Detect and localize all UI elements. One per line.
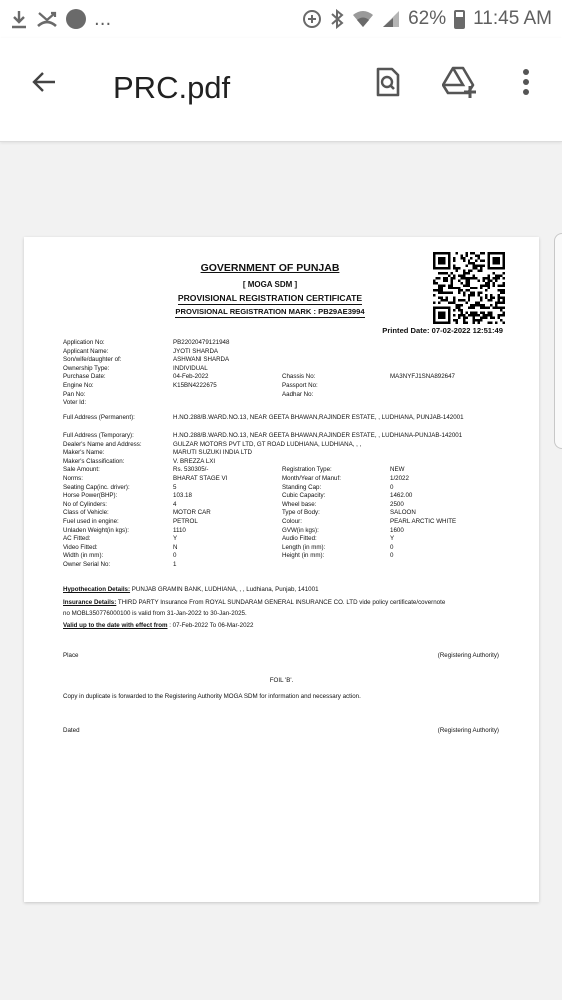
- wifi-icon: [352, 10, 374, 28]
- insurance-details: Insurance Details: THIRD PARTY Insurance From ROYAL SUNDARAM GENERAL INSURANCE CO. LTD vide policy certificate/covernote: [63, 599, 446, 606]
- battery-percent: 62%: [408, 8, 447, 29]
- field-value: PETROL: [173, 518, 198, 525]
- status-bar: [0, 0, 562, 38]
- field-value: 0: [390, 483, 394, 491]
- clock: 11:45 AM: [473, 8, 552, 29]
- field-value: 1/2022: [390, 475, 409, 482]
- field-value: SALOON: [390, 509, 416, 517]
- battery-icon: [454, 10, 465, 29]
- field-value: 0: [390, 552, 394, 560]
- field-label: Aadhar No:: [282, 390, 314, 398]
- more-options-button[interactable]: [506, 60, 546, 104]
- field-label: Applicant Name:: [63, 347, 109, 355]
- field-label: AC Fitted:: [63, 535, 91, 543]
- field-label: Unladen Weight(in kgs):: [63, 526, 129, 534]
- field-label: No of Cylinders:: [63, 500, 108, 508]
- printed-date: Printed Date: 07-02-2022 12:51:49: [382, 326, 503, 335]
- field-label: Standing Cap:: [282, 483, 322, 491]
- field-label: Registration Type:: [282, 466, 332, 474]
- field-value: Rs. 530305/-: [173, 466, 209, 474]
- footer-authority-1: (Registering Authority): [437, 652, 499, 659]
- field-label: Fuel used in engine:: [63, 518, 119, 525]
- field-label: Dealer's Name and Address:: [63, 440, 142, 448]
- field-label: Class of Vehicle:: [63, 509, 109, 517]
- field-label: Passport No:: [282, 382, 318, 389]
- field-value: 4: [173, 500, 177, 508]
- data-saver-icon: [302, 9, 322, 29]
- field-value: 1: [173, 561, 177, 568]
- field-label: Seating Cap(inc. driver):: [63, 483, 130, 491]
- field-value: Y: [390, 535, 395, 543]
- field-value: 103.18: [173, 492, 192, 500]
- field-value: 0: [173, 552, 177, 560]
- field-value: 04-Feb-2022: [173, 373, 209, 381]
- field-label: Purchase Date:: [63, 373, 106, 381]
- field-label: GVW(in kgs):: [282, 526, 319, 534]
- field-label: Colour:: [282, 518, 302, 525]
- doc-cert-title: PROVISIONAL REGISTRATION CERTIFICATE: [177, 293, 363, 303]
- bluetooth-icon: [330, 9, 344, 29]
- field-value: GULZAR MOTORS PVT LTD, GT ROAD LUDHIANA, LUDHIANA, , ,: [173, 440, 362, 448]
- field-label: Height (in mm):: [282, 552, 325, 560]
- field-label: Norms:: [63, 475, 83, 482]
- field-label: Owner Serial No:: [63, 561, 111, 568]
- field-label: Cubic Capacity:: [282, 492, 326, 500]
- field-label: Full Address (Temporary):: [63, 432, 134, 439]
- qr-code: [433, 252, 505, 324]
- doc-office: [ MOGA SDM ]: [242, 280, 298, 289]
- field-label: Voter Id:: [63, 399, 87, 407]
- footer-foil: FOIL 'B'.: [269, 677, 294, 684]
- footer-authority-2: (Registering Authority): [437, 727, 499, 734]
- field-label: Pan No:: [63, 390, 86, 398]
- footer-dated: Dated: [63, 727, 80, 734]
- save-to-drive-button[interactable]: [440, 60, 480, 104]
- footer-place: Place: [63, 652, 79, 659]
- field-value: 0: [390, 543, 394, 551]
- more-vert-icon: [522, 68, 530, 96]
- field-label: Maker's Name:: [63, 449, 105, 457]
- field-value: 1462.00: [390, 492, 413, 500]
- field-value: N: [173, 543, 178, 551]
- field-label: Type of Body:: [282, 509, 320, 517]
- field-label: Length (in mm):: [282, 543, 326, 551]
- drive-add-icon: [442, 66, 478, 98]
- field-value: BHARAT STAGE VI: [173, 475, 228, 482]
- insurance-details-line2: no MOBL350776000100 is valid from 31-Jan-2022 to 30-Jan-2025.: [63, 610, 247, 617]
- field-label: Month/Year of Manuf:: [282, 475, 341, 482]
- field-label: Maker's Classification:: [63, 457, 125, 465]
- field-label: Engine No:: [63, 382, 94, 389]
- page-title: PRC.pdf: [113, 70, 231, 105]
- field-value: JYOTI SHARDA: [173, 347, 219, 355]
- field-value: 5: [173, 483, 177, 491]
- search-document-icon: [375, 67, 401, 97]
- message-icon: [66, 9, 86, 29]
- field-value: K15BN4222675: [173, 382, 217, 389]
- field-label: Ownership Type:: [63, 364, 110, 372]
- field-value: MA3NYFJ1SNA892647: [390, 373, 456, 381]
- status-left: [10, 6, 111, 32]
- field-label: Sale Amount:: [63, 466, 100, 474]
- field-label: Audio Fitted:: [282, 535, 317, 543]
- field-label: Chassis No:: [282, 373, 316, 381]
- app-bar: [0, 38, 562, 142]
- scroll-handle[interactable]: [554, 233, 562, 449]
- status-more: ...: [94, 8, 112, 30]
- field-value: MARUTI SUZUKI INDIA LTD: [173, 449, 252, 457]
- signal-icon: [382, 10, 400, 28]
- field-value: INDIVIDUAL: [173, 364, 208, 372]
- field-label: Application No:: [63, 339, 105, 346]
- field-label: Video Fitted:: [63, 543, 98, 551]
- validity: Valid up to the date with effect from : 07-Feb-2022 To 06-Mar-2022: [63, 622, 254, 629]
- hypothecation-details: Hypothecation Details: PUNJAB GRAMIN BANK, LUDHIANA, , , Ludhiana, Punjab, 141001: [63, 586, 319, 593]
- field-label: Wheel base:: [282, 500, 317, 508]
- field-value: 1600: [390, 526, 404, 534]
- field-value: PB22020479121948: [173, 339, 230, 346]
- field-value: Y: [173, 535, 178, 543]
- status-right: [302, 6, 552, 32]
- missed-call-icon: [36, 9, 58, 29]
- field-label: Horse Power(BHP):: [63, 492, 118, 500]
- field-value: 2500: [390, 500, 404, 508]
- footer-copy-note: Copy in duplicate is forwarded to the Registering Authority MOGA SDM for information and necessary action.: [63, 693, 361, 700]
- back-button[interactable]: [24, 62, 64, 102]
- field-value: 1110: [173, 526, 186, 534]
- field-value: H.NO.288/B.WARD.NO.13, NEAR GEETA BHAWAN,RAJINDER ESTATE, , LUDHIANA-PUNJAB-142001: [173, 432, 463, 439]
- field-value: NEW: [390, 466, 405, 474]
- field-value: V. BREZZA LXI: [173, 457, 216, 465]
- download-icon: [10, 9, 28, 29]
- doc-reg-mark: PROVISIONAL REGISTRATION MARK : PB29AE3994: [175, 307, 365, 316]
- field-label: Son/wife/daughter of:: [63, 356, 122, 364]
- doc-government: GOVERNMENT OF PUNJAB: [200, 262, 340, 274]
- field-value: ASHWANI SHARDA: [173, 356, 230, 364]
- pdf-page: GOVERNMENT OF PUNJAB [ MOGA SDM ] PROVISIONAL REGISTRATION CERTIFICATE PROVISIONAL REGISTRATION MARK : PB29AE3994 Printed Date: 07-02-2022 12:51:49 Application No: PB22020479121948 Applicant Name: JYOTI SHARDA Son/wife/daughter of: ASHWANI SHARDA Ownership Type: INDIVIDUAL Purchase Date: 04-Feb-2022 Chassis No: MA3NYFJ1SNA892647 Engine No: K15BN4222675 Passport No: Pan No: Aadhar No: Voter Id: Full Address (Permanent): H.NO.288/B.WARD.NO.13, NEAR GEETA BHAWAN,RAJINDER ESTATE, , LUDHIANA, PUNJAB-142001 Full Address (Temporary): H.NO.288/B.WARD.NO.13, NEAR GEETA BHAWAN,RAJINDER ESTATE, , LUDHIANA-PUNJAB-142001 Dealer's Name and Address: GULZAR MOTORS PVT LTD, GT ROAD LUDHIANA, LUDHIANA, , , Maker's Name: MARUTI SUZUKI INDIA LTD Maker's Classification: V. BREZZA LXI Sale Amount: Rs. 530305/- Registration Type: NEW Norms: BHARAT STAGE VI Month/Year of Manuf: 1/2022 Seating Cap(inc. driver): 5 Standing Cap: 0 Horse Power(BHP): 103.18 Cubic Capacity: 1462.00 No of Cylinders: 4 Wheel base: 2500 Class of Vehicle: MOTOR CAR Type of Body: SALOON Fuel used in engine: PETROL Colour: PEARL ARCTIC WHITE Unladen Weight(in kgs): 1110 GVW(in kgs): 1600 AC Fitted: Y Audio Fitted: Y Video Fitted: N Length (in mm): 0 Width (in mm): 0 Height (in mm): 0 Owner Serial No: 1 Hypothecation Details: PUNJAB GRAMIN BANK, LUDHIANA, , , Ludhiana, Punjab, 141001 Insurance Details: THIRD PARTY Insurance From ROYAL SUNDARAM GENERAL INSURANCE CO. LTD vide policy certificate/covernote no MOBL350776000100 is valid from 31-Jan-2022 to 30-Jan-2025. Valid up to the date with effect from : 07-Feb-2022 To 06-Mar-2022 Place (Registering Authority) FOIL 'B'. Copy in duplicate is forwarded to the Registering Authority MOGA SDM for information and necessary action. Dated (Registering Authority): [24, 237, 539, 902]
- field-value: PEARL ARCTIC WHITE: [390, 518, 457, 525]
- back-arrow-icon: [31, 70, 57, 94]
- find-in-document-button[interactable]: [368, 60, 408, 104]
- field-value: MOTOR CAR: [173, 509, 211, 517]
- field-label: Width (in mm):: [63, 552, 104, 560]
